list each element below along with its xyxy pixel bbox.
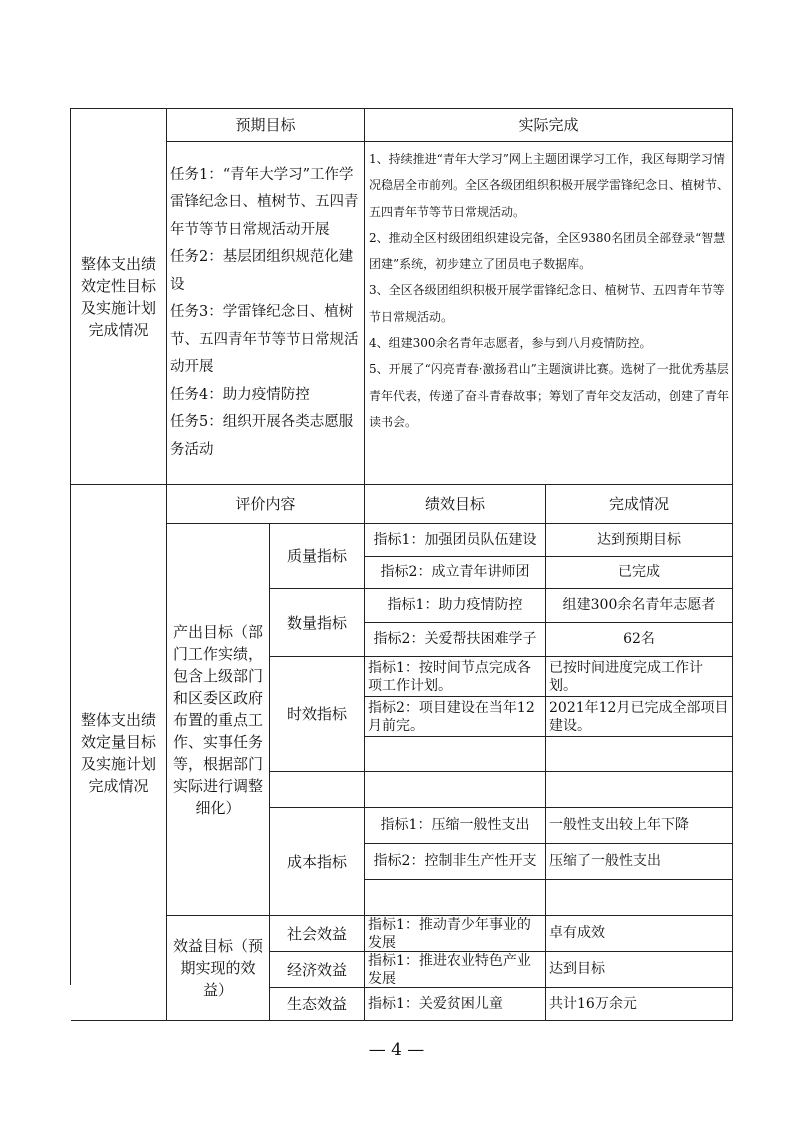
economic-benefit-target: 指标1：推进农业特色产业发展 bbox=[365, 952, 546, 988]
quality-status-1: 达到预期目标 bbox=[546, 524, 733, 557]
cost-indicator-label: 成本指标 bbox=[270, 808, 365, 916]
cost-status-1: 一般性支出较上年下降 bbox=[546, 808, 733, 844]
quantitative-section-title: 整体支出绩效定量目标及实施计划完成情况 bbox=[71, 485, 167, 1021]
empty-cell bbox=[365, 880, 546, 916]
expected-goal-header: 预期目标 bbox=[167, 109, 365, 142]
timeliness-indicator-label: 时效指标 bbox=[270, 657, 365, 772]
timeliness-target-1: 指标1：按时间节点完成各项工作计划。 bbox=[365, 657, 546, 697]
actual-item: 2、推动全区村级团组织建设完备，全区9380名团员全部登录“智慧团建”系统，初步建立了团员电子数据库。 bbox=[369, 230, 726, 272]
quantity-target-2: 指标2：关爱帮扶困难学子 bbox=[365, 623, 546, 657]
page-number: — 4 — bbox=[368, 1040, 425, 1060]
task-item: 任务5：组织开展各类志愿服务活动 bbox=[170, 414, 354, 458]
ecological-benefit-target: 指标1：关爱贫困儿童 bbox=[365, 988, 546, 1021]
completion-status-header: 完成情况 bbox=[546, 485, 733, 524]
cost-status-2: 压缩了一般性支出 bbox=[546, 844, 733, 880]
task-item: 任务3：学雷锋纪念日、植树节、五四青年节等节日常规活动开展 bbox=[170, 304, 359, 376]
actual-completion-header: 实际完成 bbox=[365, 109, 733, 142]
quality-status-2: 已完成 bbox=[546, 557, 733, 589]
actual-item: 3、全区各级团组织积极开展学雷锋纪念日、植树节、五四青年节等节日常规活动。 bbox=[369, 283, 725, 324]
qualitative-section-title: 整体支出绩效定性目标及实施计划完成情况 bbox=[71, 109, 167, 485]
benefit-target-label: 效益目标（预期实现的效益） bbox=[167, 916, 270, 1021]
timeliness-status-1: 已按时间进度完成工作计划。 bbox=[546, 657, 733, 697]
ecological-benefit-status: 共计16万余元 bbox=[546, 988, 733, 1021]
empty-cell bbox=[270, 772, 365, 808]
task-item: 任务4：助力疫情防控 bbox=[170, 386, 310, 403]
output-target-label: 产出目标（部门工作实绩，包含上级部门和区委区政府布置的重点工作、实事任务等，根据部门实际进行调整细化） bbox=[167, 524, 270, 916]
empty-cell bbox=[546, 737, 733, 772]
empty-cell bbox=[546, 880, 733, 916]
economic-benefit-status: 达到目标 bbox=[546, 952, 733, 988]
actual-item: 1、持续推进“青年大学习”网上主题团课学习工作，我区每期学习情况稳居全市前列。全区各级团组织积极开展学雷锋纪念日、植树节、五四青年节等节日常规活动。 bbox=[369, 152, 730, 219]
performance-table bbox=[70, 108, 733, 1013]
cost-target-2: 指标2：控制非生产性开支 bbox=[365, 844, 546, 880]
quantity-status-1: 组建300余名青年志愿者 bbox=[546, 589, 733, 623]
social-benefit-target: 指标1：推动青少年事业的发展 bbox=[365, 916, 546, 952]
timeliness-status-2: 2021年12月已完成全部项目建设。 bbox=[546, 697, 733, 737]
task-item: 任务1：“青年大学习”工作学雷锋纪念日、植树节、五四青年节等节日常规活动开展 bbox=[170, 166, 359, 238]
social-benefit-label: 社会效益 bbox=[270, 916, 365, 952]
quality-indicator-label: 质量指标 bbox=[270, 524, 365, 589]
economic-benefit-label: 经济效益 bbox=[270, 952, 365, 988]
evaluation-content-header: 评价内容 bbox=[167, 485, 365, 524]
task-item: 任务2：基层团组织规范化建设 bbox=[170, 249, 354, 293]
expected-task-list bbox=[167, 142, 365, 485]
quantity-status-2: 62名 bbox=[546, 623, 733, 657]
social-benefit-status: 卓有成效 bbox=[546, 916, 733, 952]
performance-target-header: 绩效目标 bbox=[365, 485, 546, 524]
actual-item: 5、开展了“闪亮青春·激扬君山”主题演讲比赛。选树了一批优秀基层青年代表，传递了奋斗青春故事；筹划了青年交友活动，创建了青年读书会。 bbox=[369, 362, 730, 429]
ecological-benefit-label: 生态效益 bbox=[270, 988, 365, 1021]
quality-target-1: 指标1：加强团员队伍建设 bbox=[365, 524, 546, 557]
actual-item: 4、组建300余名青年志愿者，参与到八月疫情防控。 bbox=[369, 336, 652, 351]
empty-cell bbox=[365, 772, 546, 808]
cost-target-1: 指标1：压缩一般性支出 bbox=[365, 808, 546, 844]
actual-completion-list bbox=[365, 142, 733, 485]
quantity-indicator-label: 数量指标 bbox=[270, 589, 365, 657]
quantity-target-1: 指标1：助力疫情防控 bbox=[365, 589, 546, 623]
quality-target-2: 指标2：成立青年讲师团 bbox=[365, 557, 546, 589]
empty-cell bbox=[546, 772, 733, 808]
empty-cell bbox=[365, 737, 546, 772]
timeliness-target-2: 指标2：项目建设在当年12月前完。 bbox=[365, 697, 546, 737]
